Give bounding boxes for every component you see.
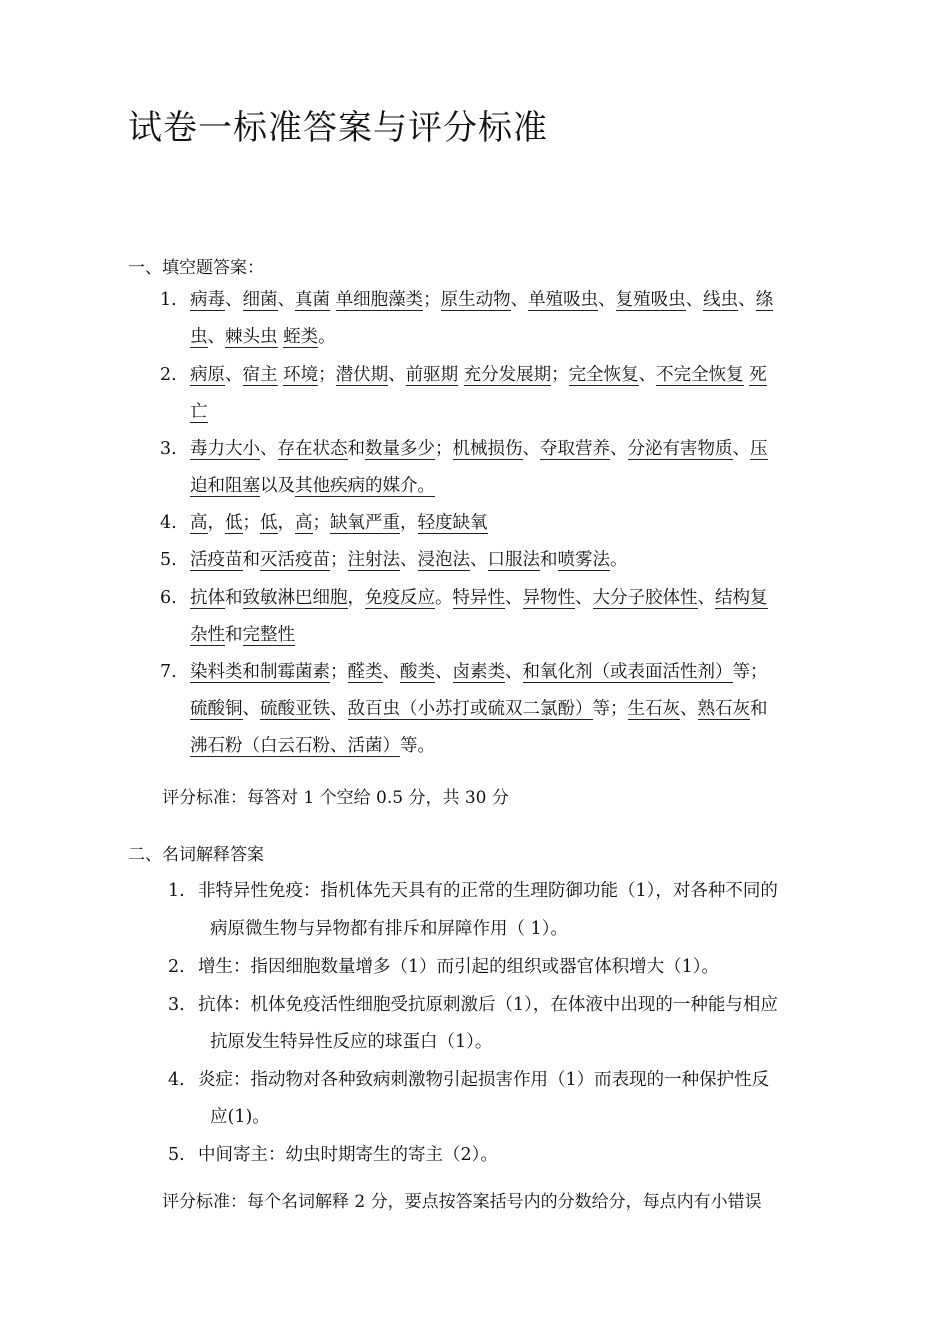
answer-blank: 轻度缺氧: [417, 513, 488, 533]
fill-answer-line: [190, 400, 208, 428]
item-number: 4.: [168, 1070, 185, 1090]
term-definition-line: [168, 879, 778, 907]
fill-answer-line: [190, 734, 435, 762]
answer-text: 、: [225, 365, 243, 385]
answer-text: 、: [400, 550, 418, 570]
answer-text: 、: [260, 439, 278, 459]
answer-blank: 酸类: [400, 662, 435, 682]
answer-text: ，: [400, 513, 418, 533]
answer-blank: 喷雾法: [557, 550, 610, 570]
answer-blank: 低: [225, 513, 243, 533]
answer-blank: 充分发展期: [463, 365, 552, 385]
answer-blank: 细菌: [242, 290, 278, 310]
answer-blank: 分泌有害物质: [627, 439, 733, 459]
answer-text: 、: [277, 290, 295, 310]
answer-blank: 注射法: [347, 550, 400, 570]
answer-text: 、: [505, 588, 523, 608]
answer-blank: 数量多少: [365, 439, 435, 459]
answer-text: 、: [697, 588, 715, 608]
fill-answer-line: [190, 325, 336, 353]
answer-blank: 敌百虫（小苏打或硫双二氯酚）: [347, 699, 593, 719]
answer-blank: 存在状态: [277, 439, 348, 459]
item-number: 2.: [160, 365, 177, 385]
answer-blank: 沸石粉（白云石粉、活菌）: [190, 736, 400, 756]
answer-text: 和: [225, 588, 243, 608]
answer-blank: 真菌: [295, 290, 330, 310]
answer-blank: 棘头虫: [225, 327, 278, 347]
answer-text: 和: [242, 550, 260, 570]
answer-blank: 单细胞藻类: [335, 290, 424, 310]
fill-answer-line: [190, 474, 435, 502]
answer-text: 、: [610, 439, 628, 459]
answer-blank: 原生动物: [440, 290, 511, 310]
answer-blank: 夺取营养: [540, 439, 610, 459]
answer-blank: 不完全恢复: [656, 365, 744, 385]
answer-text: 。: [318, 327, 336, 347]
fill-answer-line: [160, 548, 628, 576]
answer-blank: 熟石灰: [697, 699, 750, 719]
answer-blank: 压: [750, 439, 768, 459]
answer-text: 等；: [732, 662, 768, 682]
answer-text: 和: [750, 699, 768, 719]
answer-blank: 异物性: [522, 588, 575, 608]
answer-blank: 致敏淋巴细胞: [242, 588, 348, 608]
term-definition-line: [210, 917, 568, 945]
item-number: 1.: [160, 290, 177, 310]
answer-blank: 前驱期: [405, 365, 459, 385]
answer-blank: 机械损伤: [452, 439, 523, 459]
answer-blank: 迫和阻塞: [190, 476, 260, 496]
answer-text: 等；: [592, 699, 628, 719]
answer-text: 、: [685, 290, 704, 310]
answer-text: 、: [225, 290, 243, 310]
answer-blank: 亡: [190, 402, 208, 422]
section2-scoring: 评分标准：每个名词解释 2 分，要点按答案括号内的分数给分，每点内有小错误: [162, 1192, 762, 1212]
definition-text: 抗体：机体免疫活性细胞受抗原刺激后（1），在体液中出现的一种能与相应: [198, 995, 778, 1015]
answer-blank: 病毒: [190, 290, 225, 310]
answer-blank: 高: [295, 513, 313, 533]
definition-text: 抗原发生特异性反应的球蛋白（1）。: [210, 1032, 493, 1052]
answer-text: ；: [551, 365, 569, 385]
fill-answer-line: [160, 288, 773, 316]
answer-blank: 线虫: [703, 290, 739, 310]
answer-blank: 其他疾病的媒介。: [295, 476, 435, 496]
answer-blank: 病原: [190, 365, 225, 385]
answer-blank: 低: [260, 513, 278, 533]
answer-text: 、: [732, 439, 750, 459]
answer-text: 以及: [260, 476, 295, 496]
definition-text: 病原微生物与异物都有排斥和屏障作用（ 1）。: [210, 919, 568, 939]
fill-answer-line: [160, 437, 768, 465]
answer-blank: 染料类和制霉菌素: [190, 662, 330, 682]
answer-text: 、: [330, 699, 348, 719]
answer-text: 、: [505, 662, 523, 682]
answer-text: 、: [388, 365, 406, 385]
answer-blank: 绦: [755, 290, 774, 310]
item-number: 4.: [160, 513, 177, 533]
answer-text: 、: [738, 290, 756, 310]
answer-text: 、: [435, 662, 453, 682]
fill-answer-line: [160, 511, 488, 539]
answer-text: 、: [575, 588, 593, 608]
definition-text: 应(1)。: [210, 1107, 270, 1127]
fill-answer-line: [160, 660, 768, 688]
answer-text: 、: [207, 327, 225, 347]
fill-answer-line: [160, 363, 767, 391]
section2-heading: 二、名词解释答案: [128, 845, 264, 865]
answer-blank: 活疫苗: [190, 550, 243, 570]
answer-text: 、: [242, 699, 260, 719]
definition-text: 炎症：指动物对各种致病刺激物引起损害作用（1）而表现的一种保护性反: [198, 1070, 770, 1090]
answer-blank: 醛类: [347, 662, 383, 682]
answer-blank: 抗体: [190, 588, 225, 608]
answer-text: 。: [435, 588, 453, 608]
item-number: 7.: [160, 662, 177, 682]
answer-blank: 大分子胶体性: [592, 588, 698, 608]
term-definition-line: [168, 955, 719, 983]
answer-blank: 环境: [283, 365, 319, 385]
term-definition-line: [210, 1030, 492, 1058]
answer-blank: 生石灰: [627, 699, 680, 719]
answer-text: ；: [423, 290, 441, 310]
answer-text: 和: [225, 625, 243, 645]
answer-text: ，: [277, 513, 295, 533]
answer-text: ；: [330, 550, 348, 570]
item-number: 2.: [168, 957, 185, 977]
answer-blank: 结构复: [715, 588, 768, 608]
answer-blank: 和氧化剂（或表面活性剂）: [522, 662, 733, 682]
answer-blank: 特异性: [452, 588, 505, 608]
answer-text: ，: [207, 513, 225, 533]
answer-blank: 浸泡法: [417, 550, 470, 570]
answer-blank: 复殖吸虫: [615, 290, 686, 310]
answer-text: 。: [610, 550, 628, 570]
answer-blank: 蛭类: [283, 327, 319, 347]
answer-blank: 灭活疫苗: [260, 550, 330, 570]
item-number: 1.: [168, 881, 185, 901]
answer-blank: 死: [749, 365, 767, 385]
answer-text: 和: [347, 439, 365, 459]
answer-text: 、: [638, 365, 657, 385]
answer-blank: 完全恢复: [568, 365, 639, 385]
answer-text: 、: [382, 662, 400, 682]
item-number: 3.: [160, 439, 177, 459]
item-number: 5.: [160, 550, 177, 570]
answer-text: 、: [510, 290, 529, 310]
fill-answer-line: [190, 623, 295, 651]
answer-text: ；: [242, 513, 260, 533]
answer-text: 和: [540, 550, 558, 570]
fill-answer-line: [160, 586, 768, 614]
answer-blank: 完整性: [242, 625, 295, 645]
term-definition-line: [210, 1105, 270, 1133]
term-definition-line: [168, 993, 778, 1021]
answer-blank: 虫: [190, 327, 208, 347]
answer-blank: 毒力大小: [190, 439, 260, 459]
answer-text: ；: [330, 662, 348, 682]
term-definition-line: [168, 1143, 498, 1171]
answer-blank: 硫酸铜: [190, 699, 243, 719]
answer-text: 、: [598, 290, 616, 310]
answer-blank: 杂性: [190, 625, 225, 645]
answer-text: [458, 365, 464, 385]
answer-text: 等。: [400, 736, 435, 756]
answer-blank: 宿主: [242, 365, 278, 385]
answer-text: 、: [522, 439, 540, 459]
answer-blank: 卤素类: [452, 662, 505, 682]
fill-answer-line: [190, 697, 768, 725]
item-number: 6.: [160, 588, 177, 608]
answer-text: [330, 290, 336, 310]
answer-blank: 硫酸亚铁: [260, 699, 330, 719]
term-definition-line: [168, 1068, 769, 1096]
answer-text: ；: [312, 513, 330, 533]
answer-blank: 高: [190, 513, 208, 533]
definition-text: 增生：指因细胞数量增多（1）而引起的组织或器官体积增大（1）。: [198, 957, 720, 977]
answer-blank: 潜伏期: [335, 365, 389, 385]
answer-blank: 免疫反应: [365, 588, 435, 608]
definition-text: 非特异性免疫：指机体先天具有的正常的生理防御功能（1），对各种不同的: [198, 881, 778, 901]
answer-blank: 口服法: [487, 550, 540, 570]
answer-blank: 缺氧严重: [330, 513, 400, 533]
answer-text: 、: [470, 550, 488, 570]
answer-text: ；: [318, 365, 336, 385]
answer-blank: 单殖吸虫: [528, 290, 599, 310]
page-title: 试卷一标准答案与评分标准: [128, 108, 548, 148]
section1-heading: 一、填空题答案：: [128, 258, 264, 278]
answer-text: 、: [680, 699, 698, 719]
section1-scoring: 评分标准：每答对 1 个空给 0.5 分，共 30 分: [162, 788, 509, 808]
answer-text: ，: [347, 588, 365, 608]
item-number: 5.: [168, 1145, 185, 1165]
item-number: 3.: [168, 995, 185, 1015]
answer-text: ；: [435, 439, 453, 459]
definition-text: 中间寄主：幼虫时期寄生的寄主（2）。: [198, 1145, 498, 1165]
